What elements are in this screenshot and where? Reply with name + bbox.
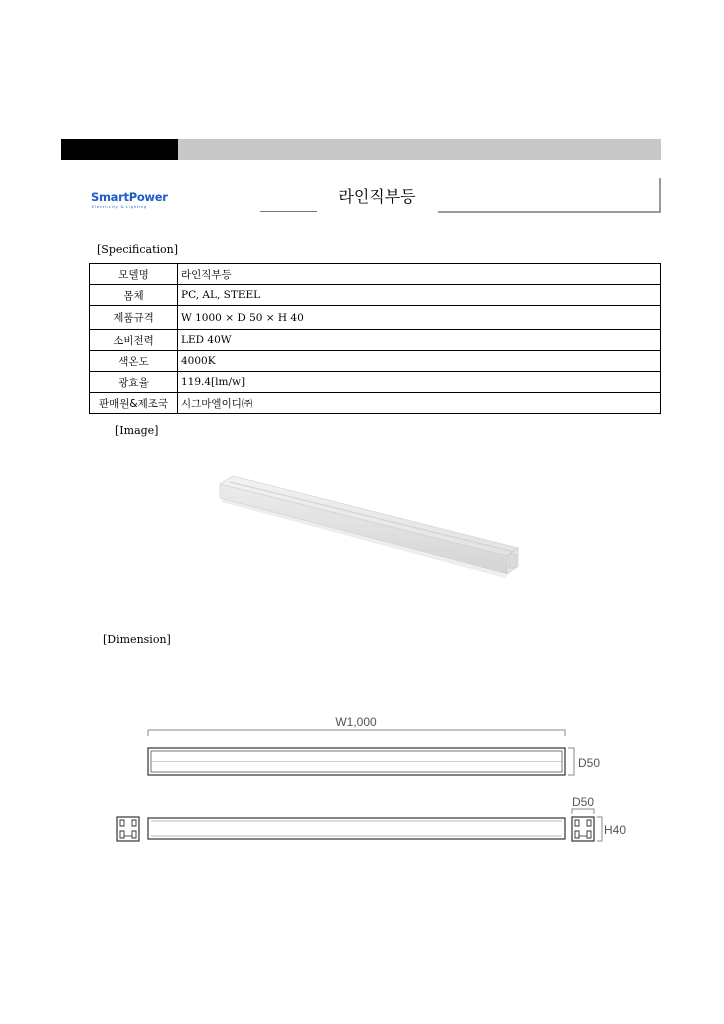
width-dimension-text: W1,000 <box>335 715 377 729</box>
spec-value: 시그마엘이디㈜ <box>178 393 661 414</box>
spec-value: 119.4[lm/w] <box>178 372 661 393</box>
spec-value: LED 40W <box>178 330 661 351</box>
spec-key: 색온도 <box>90 351 178 372</box>
logo-tagline: Electricity & Lighting <box>92 205 148 209</box>
spec-value: 라인직부등 <box>178 264 661 285</box>
spec-key: 판매원&제조국 <box>90 393 178 414</box>
spec-value: 4000K <box>178 351 661 372</box>
height-dimension-text: H40 <box>604 823 627 837</box>
logo-name: SmartPower <box>91 190 168 204</box>
specification-label: [Specification] <box>97 243 179 256</box>
spec-key: 몸체 <box>90 285 178 306</box>
spec-key: 제품규격 <box>90 306 178 330</box>
spec-value: PC, AL, STEEL <box>178 285 661 306</box>
profile-depth-text: D50 <box>571 795 595 809</box>
dimension-label: [Dimension] <box>103 633 171 646</box>
document-title: 라인직부등 <box>338 187 416 206</box>
spec-value: W 1000 × D 50 × H 40 <box>178 306 661 330</box>
end-profile-right <box>572 817 594 841</box>
image-label: [Image] <box>115 424 159 437</box>
end-profile-left <box>117 817 139 841</box>
spec-key: 모델명 <box>90 264 178 285</box>
spec-key: 소비전력 <box>90 330 178 351</box>
depth-dimension-text: D50 <box>578 756 601 770</box>
spec-key: 광효율 <box>90 372 178 393</box>
